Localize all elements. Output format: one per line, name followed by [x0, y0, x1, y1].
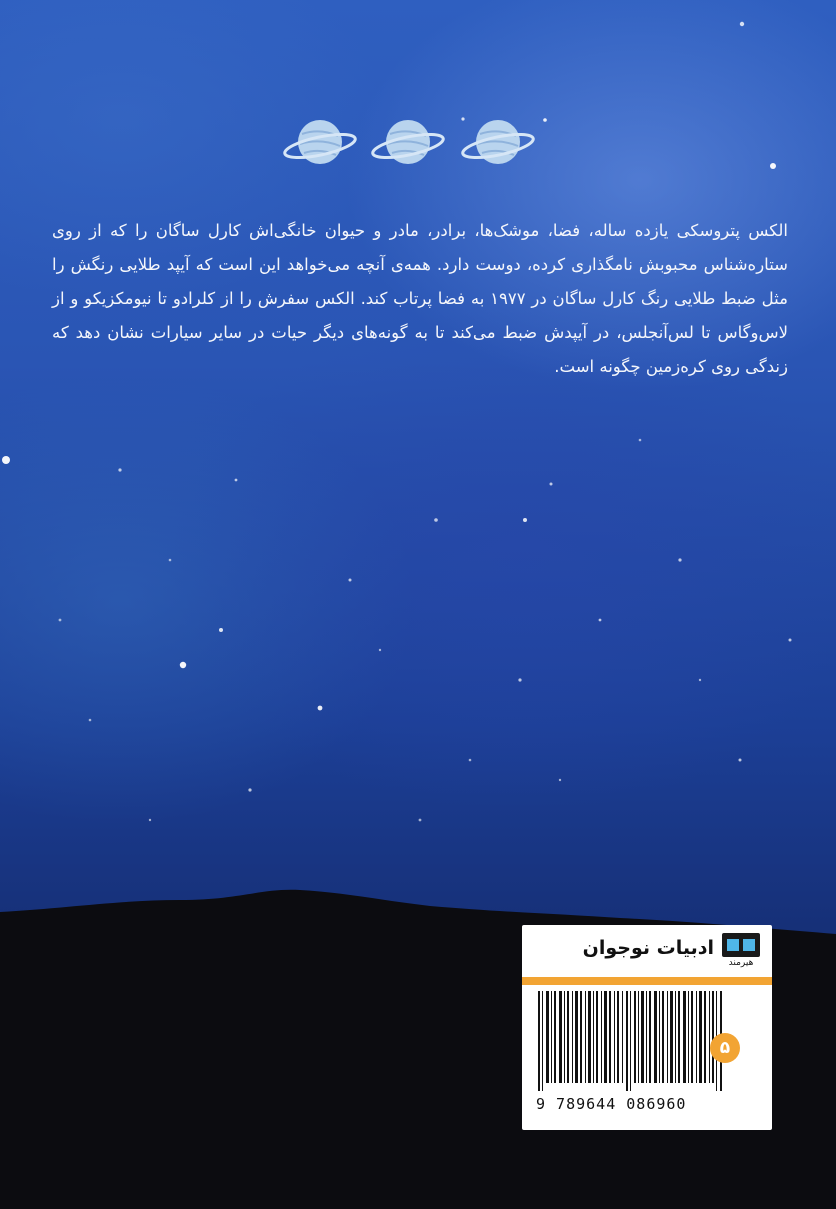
- accent-bar: [522, 977, 772, 985]
- age-badge-number: ۵: [710, 1033, 740, 1063]
- blurb-text: الکس پتروسکی یازده ساله، فضا، موشک‌ها، برادر، مادر و حیوان خانگی‌اش کارل ساگان را که از روی ستاره‌شناس محبوبش نامگذاری کرده، دوست دارد. همه‌ی آنچه می‌خواهد این است که آیپد طلایی رنگش را مثل ضبط طلایی رنگ کارل ساگان در ۱۹۷۷ به فضا پرتاب کند. الکس سفرش را از کلرادو تا نیومکزیکو و از لاس‌وگاس تا لس‌آنجلس، در آیپدش ضبط می‌کند تا به گونه‌های دیگر حیات در سایر سیارات نشان دهد که زندگی روی کره‌زمین چگونه است.: [52, 221, 788, 376]
- series-title: ادبیات نوجوان: [582, 937, 714, 959]
- publisher-name: هیرمند: [728, 958, 754, 968]
- publisher-logo: [722, 933, 760, 969]
- planets-decoration: [280, 104, 550, 184]
- planet-icon: [461, 120, 535, 164]
- back-cover-blurb: [52, 214, 788, 384]
- publisher-logo-icon: [722, 933, 760, 957]
- age-badge: [710, 1015, 746, 1075]
- planet-icon: [283, 120, 357, 164]
- publisher-label: [522, 925, 772, 1130]
- label-header: [522, 925, 772, 975]
- barcode: [538, 991, 730, 1091]
- isbn-number: 9 789644 086960: [536, 1095, 687, 1113]
- planet-icon: [371, 120, 445, 164]
